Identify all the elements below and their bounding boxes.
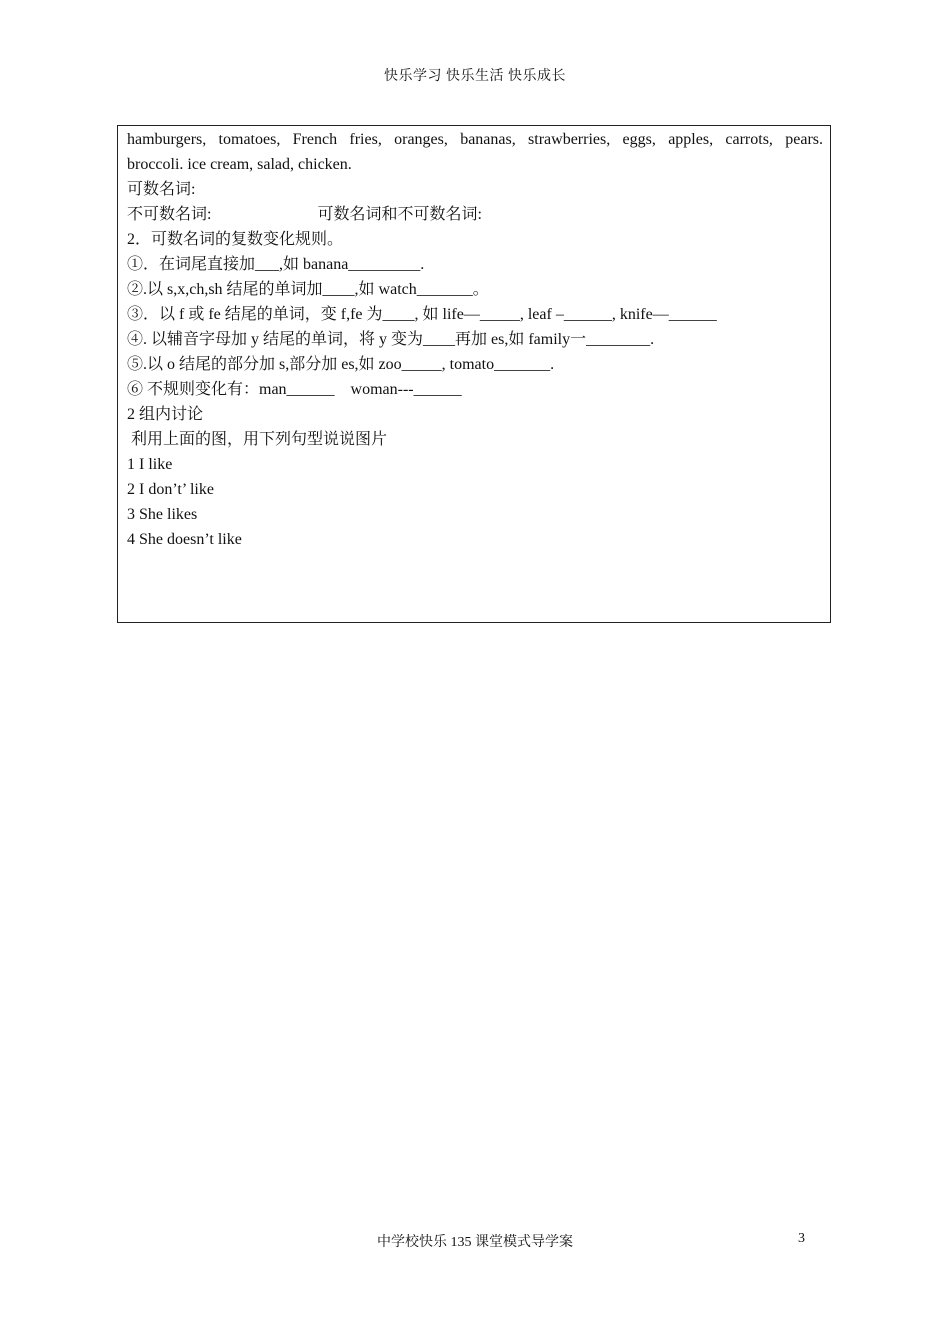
- uncountable-row: [127, 202, 823, 227]
- sentence-4: 4 She doesn’t like: [127, 531, 242, 548]
- worksheet-content: [127, 127, 823, 552]
- both-label: 可数名词和不可数名词:: [317, 206, 482, 223]
- countable-label: 可数名词:: [127, 181, 196, 198]
- uncountable-label: 不可数名词:: [127, 206, 212, 223]
- page-number: 3: [798, 1231, 805, 1246]
- discussion-instruction: 利用上面的图，用下列句型说说图片: [127, 431, 388, 448]
- sentence-3: 3 She likes: [127, 506, 198, 523]
- rule-5: ⑤.以 o 结尾的部分加 s,部分加 es,如 zoo_____, tomato_______.: [127, 356, 555, 373]
- rule-2: ②.以 s,x,ch,sh 结尾的单词加____,如 watch_______。: [127, 281, 489, 298]
- rule-4: ④. 以辅音字母加 y 结尾的单词，将 y 变为____再加 es,如 family一________.: [127, 331, 655, 348]
- food-list-line-1: hamburgers, tomatoes, French fries, oranges, bananas, strawberries, eggs, apples, carrots, pears.: [127, 131, 823, 148]
- food-list-line-2: broccoli. ice cream, salad, chicken.: [127, 156, 352, 173]
- sentence-1: 1 I like: [127, 456, 173, 473]
- rule-1: ①．在词尾直接加___,如 banana_________.: [127, 256, 425, 273]
- worksheet-box: [117, 125, 831, 623]
- page-header: 快乐学习 快乐生活 快乐成长: [384, 69, 566, 84]
- rule-3: ③．以 f 或 fe 结尾的单词，变 f,fe 为____, 如 life—_____, leaf –______, knife—______: [127, 306, 717, 323]
- rule-title: 2．可数名词的复数变化规则。: [127, 231, 344, 248]
- rule-6: ⑥ 不规则变化有：man______ woman---______: [127, 381, 462, 398]
- discussion-title: 2 组内讨论: [127, 406, 204, 423]
- page-footer: 中学校快乐 135 课堂模式导学案: [377, 1235, 573, 1250]
- sentence-2: 2 I don’t’ like: [127, 481, 214, 498]
